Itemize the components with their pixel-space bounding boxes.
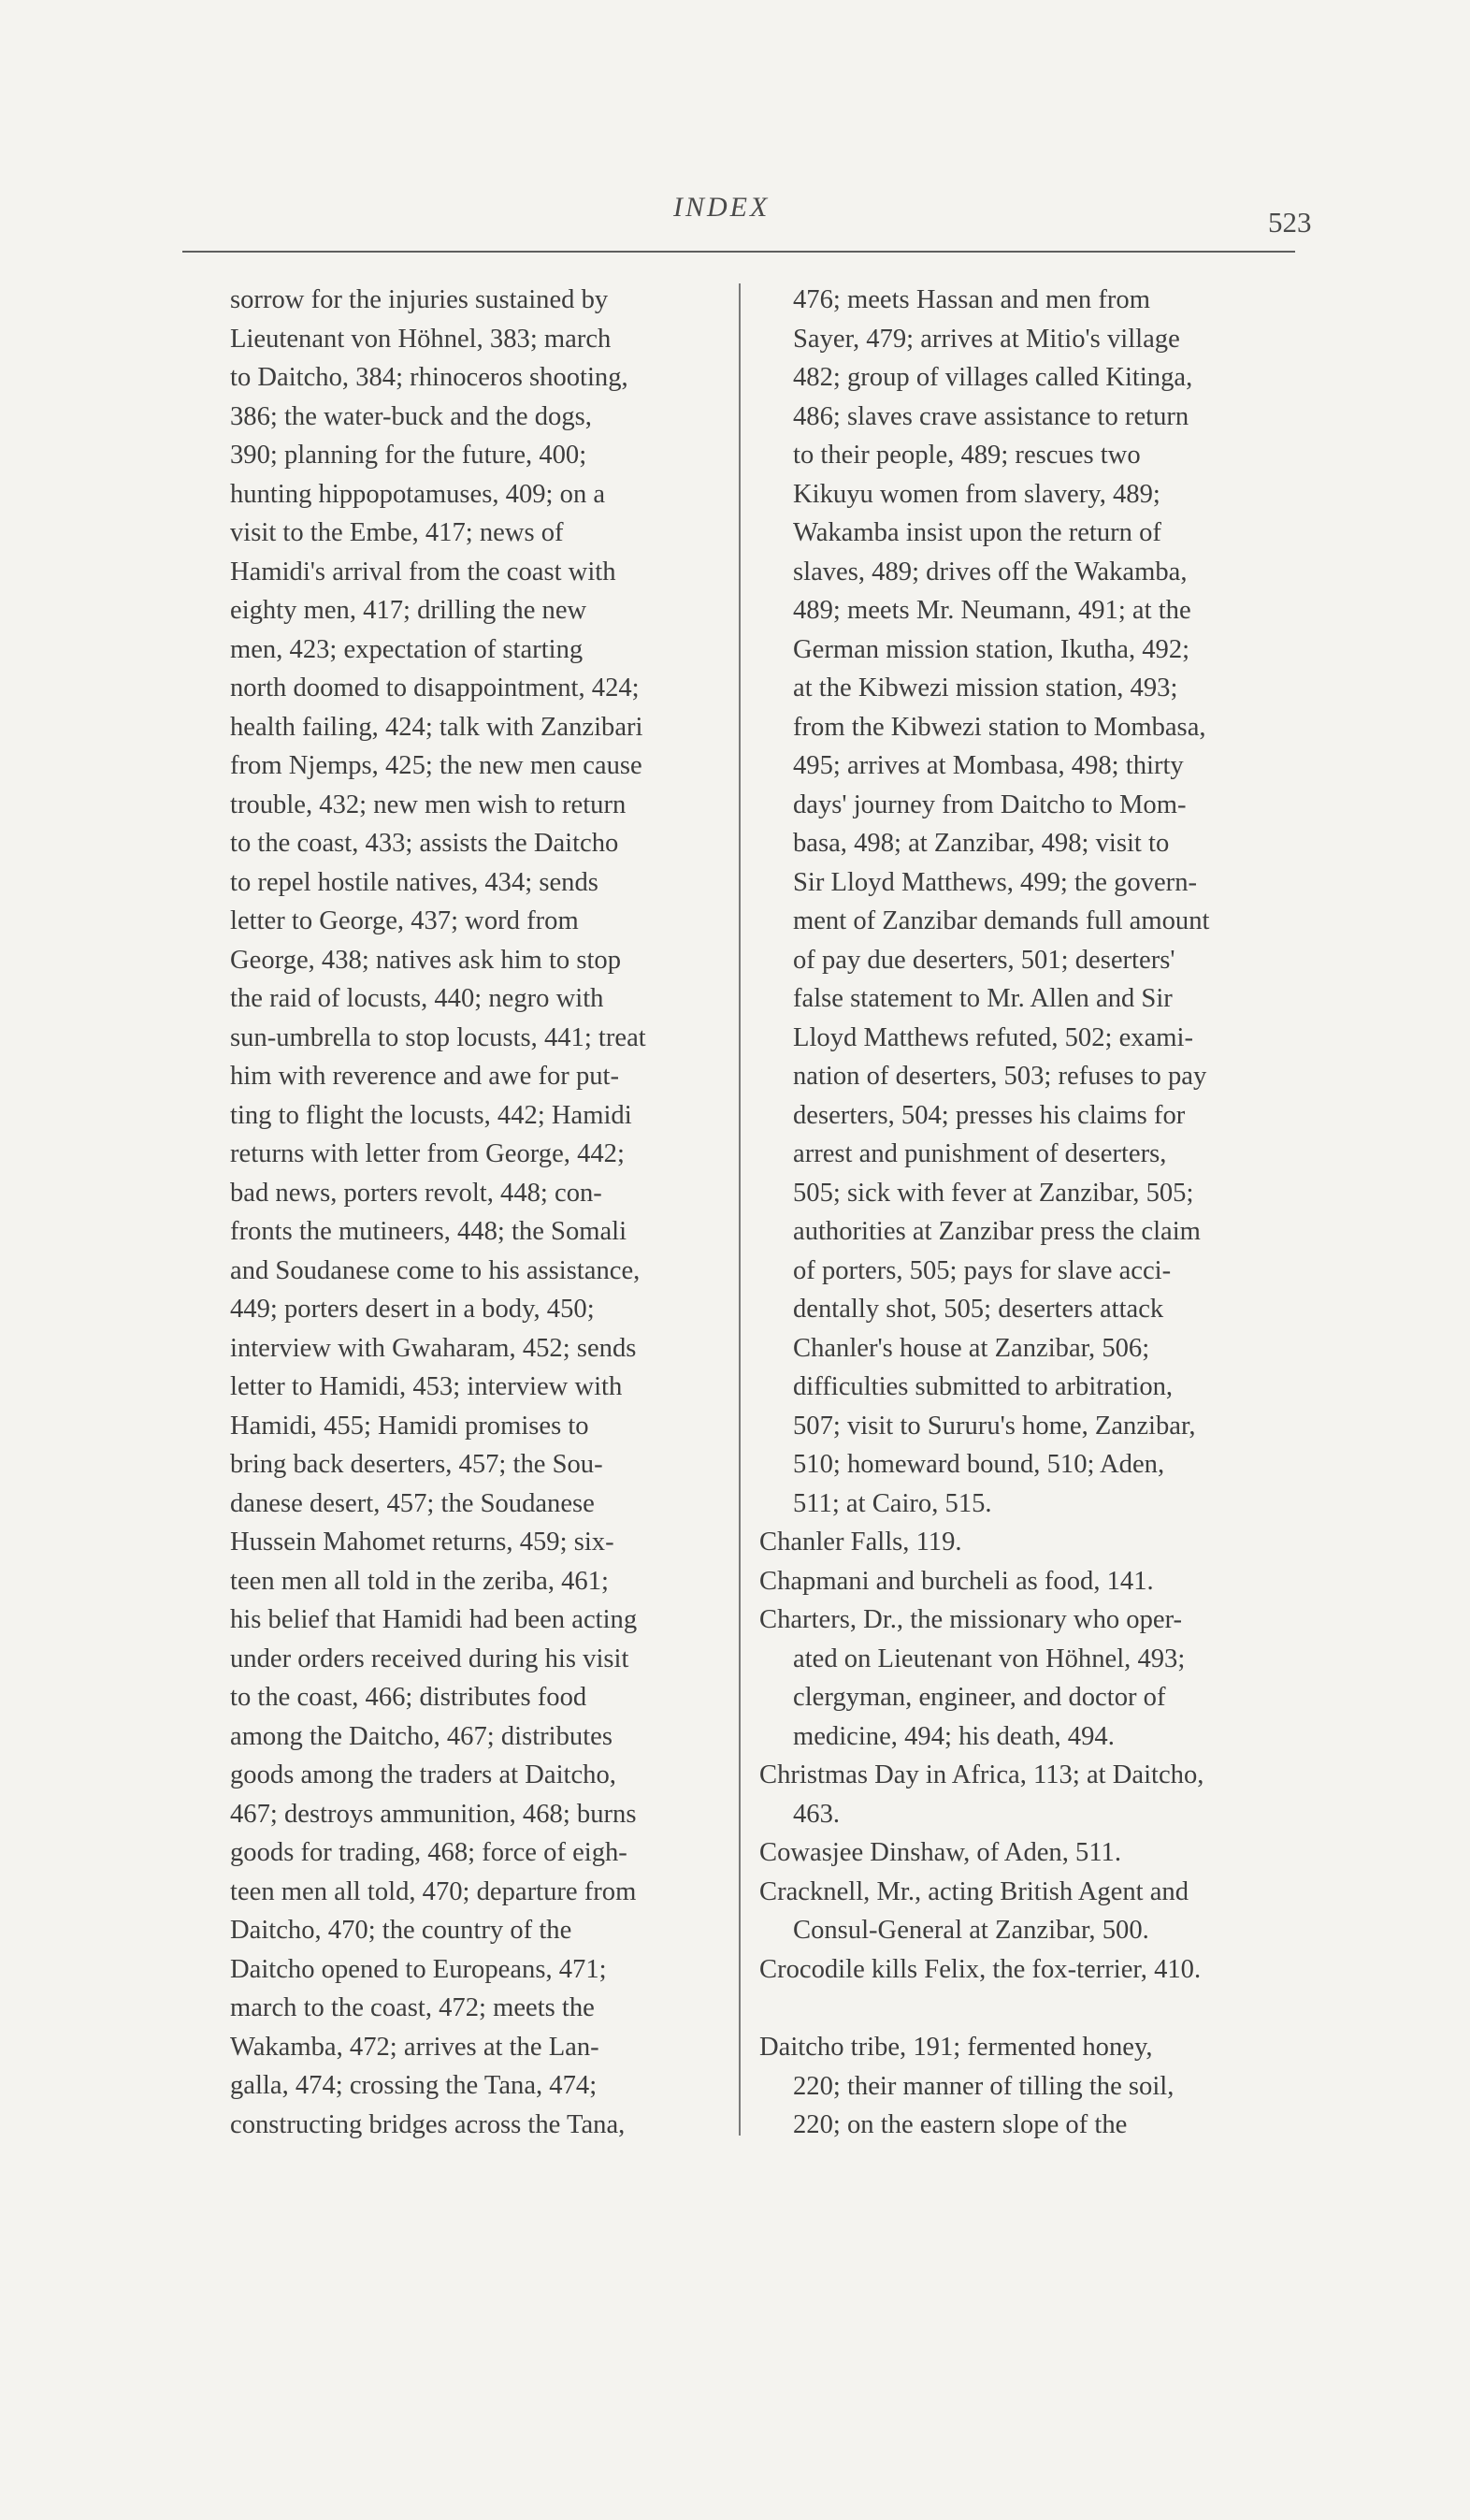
index-line: march to the coast, 472; meets the (230, 1993, 595, 2022)
index-line: days' journey from Daitcho to Mom- (793, 789, 1187, 819)
index-line: of pay due deserters, 501; deserters' (793, 945, 1175, 975)
index-line: Sir Lloyd Matthews, 499; the govern- (793, 867, 1198, 897)
index-line: basa, 498; at Zanzibar, 498; visit to (793, 829, 1170, 858)
index-line: German mission station, Ikutha, 492; (793, 634, 1190, 664)
index-entry-heading: Chanler Falls, 119. (759, 1528, 962, 1557)
index-line: to Daitcho, 384; rhinoceros shooting, (230, 363, 628, 392)
index-line: his belief that Hamidi had been acting (230, 1605, 638, 1634)
index-line: north doomed to disappointment, 424; (230, 673, 640, 702)
index-line: returns with letter from George, 442; (230, 1139, 625, 1168)
index-line: ment of Zanzibar demands full amount (793, 906, 1210, 935)
index-line: medicine, 494; his death, 494. (793, 1721, 1115, 1751)
column-divider (739, 283, 741, 2136)
index-line: letter to George, 437; word from (230, 906, 579, 935)
index-line: George, 438; natives ask him to stop (230, 945, 622, 975)
index-line: at the Kibwezi mission station, 493; (793, 673, 1178, 702)
index-line: 511; at Cairo, 515. (793, 1488, 992, 1518)
index-line: from Njemps, 425; the new men cause (230, 751, 642, 780)
index-line: false statement to Mr. Allen and Sir (793, 984, 1173, 1013)
index-line: authorities at Zanzibar press the claim (793, 1217, 1201, 1246)
index-line: 390; planning for the future, 400; (230, 441, 587, 470)
index-line: 482; group of villages called Kitinga, (793, 363, 1193, 392)
index-line: bring back deserters, 457; the Sou- (230, 1450, 603, 1479)
index-line: the raid of locusts, 440; negro with (230, 984, 604, 1013)
index-line: visit to the Embe, 417; news of (230, 518, 564, 547)
index-line: health failing, 424; talk with Zanzibari (230, 712, 643, 742)
index-line: 467; destroys ammunition, 468; burns (230, 1799, 637, 1829)
index-line: galla, 474; crossing the Tana, 474; (230, 2071, 598, 2100)
index-line: trouble, 432; new men wish to return (230, 789, 627, 819)
index-entry-heading: Crocodile kills Felix, the fox-terrier, 410. (759, 1954, 1202, 1984)
index-line: constructing bridges across the Tana, (230, 2109, 626, 2139)
index-line: of porters, 505; pays for slave acci- (793, 1255, 1172, 1285)
index-line: Daitcho opened to Europeans, 471; (230, 1954, 607, 1984)
index-line: 507; visit to Sururu's home, Zanzibar, (793, 1411, 1196, 1441)
index-line: 449; porters desert in a body, 450; (230, 1295, 595, 1324)
index-line: Lieutenant von Höhnel, 383; march (230, 324, 612, 354)
index-line: dentally shot, 505; deserters attack (793, 1295, 1164, 1324)
index-line: goods for trading, 468; force of eigh- (230, 1838, 627, 1867)
running-head: INDEX (673, 192, 771, 223)
index-line: letter to Hamidi, 453; interview with (230, 1372, 623, 1401)
index-line: Consul-General at Zanzibar, 500. (793, 1916, 1149, 1945)
index-line: men, 423; expectation of starting (230, 634, 584, 664)
index-line: 220; their manner of tilling the soil, (793, 2071, 1175, 2101)
index-line: danese desert, 457; the Soudanese (230, 1488, 595, 1518)
index-line: 386; the water-buck and the dogs, (230, 401, 592, 431)
index-entry-heading: Daitcho tribe, 191; fermented honey, (759, 2033, 1153, 2062)
index-line: and Soudanese come to his assistance, (230, 1255, 641, 1285)
index-line: 486; slaves crave assistance to return (793, 401, 1189, 431)
index-line: to repel hostile natives, 434; sends (230, 867, 598, 897)
index-line: Lloyd Matthews refuted, 502; exami- (793, 1022, 1193, 1052)
index-line: among the Daitcho, 467; distributes (230, 1721, 612, 1751)
index-line: 489; meets Mr. Neumann, 491; at the (793, 596, 1191, 625)
index-line: 220; on the eastern slope of the (793, 2110, 1128, 2139)
index-line: ting to flight the locusts, 442; Hamidi (230, 1100, 632, 1130)
index-line: bad news, porters revolt, 448; con- (230, 1178, 602, 1208)
index-line: clergyman, engineer, and doctor of (793, 1683, 1166, 1712)
index-line: from the Kibwezi station to Mombasa, (793, 712, 1206, 742)
index-line: teen men all told, 470; departure from (230, 1876, 637, 1906)
index-line: Wakamba insist upon the return of (793, 518, 1161, 547)
header-rule (182, 251, 1295, 253)
index-entry-heading: Christmas Day in Africa, 113; at Daitcho, (759, 1760, 1204, 1789)
index-line: 463. (793, 1799, 841, 1829)
index-line: him with reverence and awe for put- (230, 1062, 620, 1091)
right-column (759, 281, 1302, 2145)
index-entry-heading: Chapmani and burcheli as food, 141. (759, 1566, 1154, 1596)
index-line: 495; arrives at Mombasa, 498; thirty (793, 751, 1184, 780)
index-line: 510; homeward bound, 510; Aden, (793, 1450, 1165, 1479)
index-line: 476; meets Hassan and men from (793, 285, 1150, 314)
section-gap (759, 1989, 1302, 2028)
index-line: Kikuyu women from slavery, 489; (793, 479, 1160, 509)
index-line: teen men all told in the zeriba, 461; (230, 1566, 609, 1596)
page-number: 523 (1268, 206, 1312, 239)
index-entry-heading: Cracknell, Mr., acting British Agent and (759, 1876, 1189, 1906)
index-line: hunting hippopotamuses, 409; on a (230, 479, 606, 509)
index-line: interview with Gwaharam, 452; sends (230, 1333, 637, 1363)
index-line: to the coast, 433; assists the Daitcho (230, 829, 619, 858)
index-line: slaves, 489; drives off the Wakamba, (793, 557, 1188, 587)
index-line: sorrow for the injuries sustained by (230, 285, 609, 314)
index-line: Sayer, 479; arrives at Mitio's village (793, 324, 1180, 354)
index-line: Hamidi's arrival from the coast with (230, 557, 616, 587)
index-line: 505; sick with fever at Zanzibar, 505; (793, 1178, 1194, 1208)
index-line: arrest and punishment of deserters, (793, 1139, 1167, 1168)
index-line: deserters, 504; presses his claims for (793, 1100, 1186, 1130)
index-line: nation of deserters, 503; refuses to pay (793, 1062, 1207, 1091)
index-line: Hussein Mahomet returns, 459; six- (230, 1528, 614, 1557)
index-line: Chanler's house at Zanzibar, 506; (793, 1333, 1150, 1363)
index-entry-heading: Cowasjee Dinshaw, of Aden, 511. (759, 1838, 1122, 1867)
left-column (196, 281, 714, 2144)
index-line: under orders received during his visit (230, 1644, 629, 1673)
index-line: difficulties submitted to arbitration, (793, 1372, 1174, 1401)
index-line: Daitcho, 470; the country of the (230, 1916, 572, 1945)
index-line: to their people, 489; rescues two (793, 441, 1141, 470)
index-line: goods among the traders at Daitcho, (230, 1760, 616, 1789)
index-line: to the coast, 466; distributes food (230, 1683, 587, 1712)
index-line: ated on Lieutenant von Höhnel, 493; (793, 1644, 1186, 1673)
index-line: Wakamba, 472; arrives at the Lan- (230, 2032, 599, 2062)
index-line: Hamidi, 455; Hamidi promises to (230, 1411, 589, 1441)
index-line: eighty men, 417; drilling the new (230, 596, 587, 625)
index-line: fronts the mutineers, 448; the Somali (230, 1217, 627, 1246)
index-entry-heading: Charters, Dr., the missionary who oper- (759, 1605, 1183, 1634)
index-line: sun-umbrella to stop locusts, 441; treat (230, 1022, 646, 1052)
